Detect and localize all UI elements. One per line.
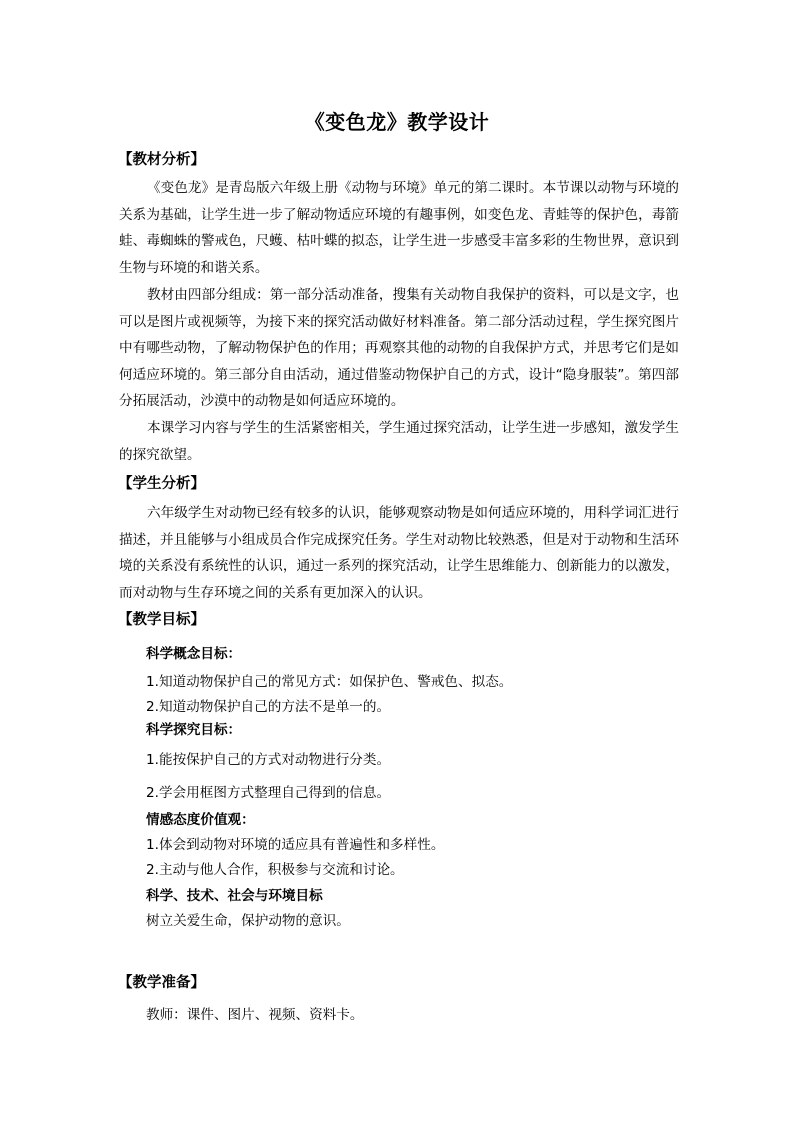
goal-attitude-title: 情感态度价值观： <box>146 812 255 828</box>
goal-attitude-item-1: 1.体会到动物对环境的适应具有普遍性和多样性。 <box>146 837 445 853</box>
goal-concept-item-2: 2.知道动物保护自己的方法不是单一的。 <box>146 699 391 715</box>
goal-sts-item-1: 树立关爱生命，保护动物的意识。 <box>146 913 350 929</box>
paragraph-textbook-1: 《变色龙》是青岛版六年级上册《动物与环境》单元的第二课时。本节课以动物与环境的关系为基础，让学生进一步了解动物适应环境的有趣事例，如变色龙、青蛙等的保护色，毒箭蛙、毒蜘蛛的警戒色，尺蠖、枯叶蝶的拟态，让学生进一步感受丰富多彩的生物世界，意识到生物与环境的和谐关系。 <box>119 180 679 276</box>
goal-concept-item-1: 1.知道动物保护自己的常见方式：如保护色、警戒色、拟态。 <box>146 674 513 690</box>
goal-sts-title: 科学、技术、社会与环境目标 <box>146 888 323 904</box>
paragraph-textbook-3: 本课学习内容与学生的生活紧密相关，学生通过探究活动，让学生进一步感知，激发学生的探究欲望。 <box>119 420 679 463</box>
goal-inquiry-item-1: 1.能按保护自己的方式对动物进行分类。 <box>146 752 391 768</box>
paragraph-students-1: 六年级学生对动物已经有较多的认识，能够观察动物是如何适应环境的，用科学词汇进行描述，并且能够与小组成员合作完成探究任务。学生对动物比较熟悉，但是对于动物和生活环境的关系没有系统性的认识，通过一系列的探究活动，让学生思维能力、创新能力的以激发，而对动物与生存环境之间的关系有更加深入的认识。 <box>119 505 679 601</box>
heading-teaching-goals: 【教学目标】 <box>118 612 205 628</box>
heading-teaching-preparation: 【教学准备】 <box>118 975 205 991</box>
paragraph-textbook-2: 教材由四部分组成：第一部分活动准备，搜集有关动物自我保护的资料，可以是文字，也可以是图片或视频等，为接下来的探究活动做好材料准备。第二部分活动过程，学生探究图片中有哪些动物，了解动物保护色的作用；再观察其他的动物的自我保护方式，并思考它们是如何适应环境的。第三部分自由活动，通过借鉴动物保护自己的方式，设计“隐身服装”。第四部分拓展活动，沙漠中的动物是如何适应环境的。 <box>119 287 679 409</box>
document-title: 《变色龙》教学设计 <box>304 110 490 134</box>
goal-inquiry-title: 科学探究目标： <box>146 722 242 738</box>
prep-teacher-materials: 教师：课件、图片、视频、资料卡。 <box>146 1007 364 1023</box>
goal-attitude-item-2: 2.主动与他人合作，积极参与交流和讨论。 <box>146 862 404 878</box>
goal-concept-title: 科学概念目标： <box>146 646 242 662</box>
goal-inquiry-item-2: 2.学会用框图方式整理自己得到的信息。 <box>146 785 391 801</box>
heading-student-analysis: 【学生分析】 <box>118 476 205 492</box>
heading-textbook-analysis: 【教材分析】 <box>118 152 205 168</box>
